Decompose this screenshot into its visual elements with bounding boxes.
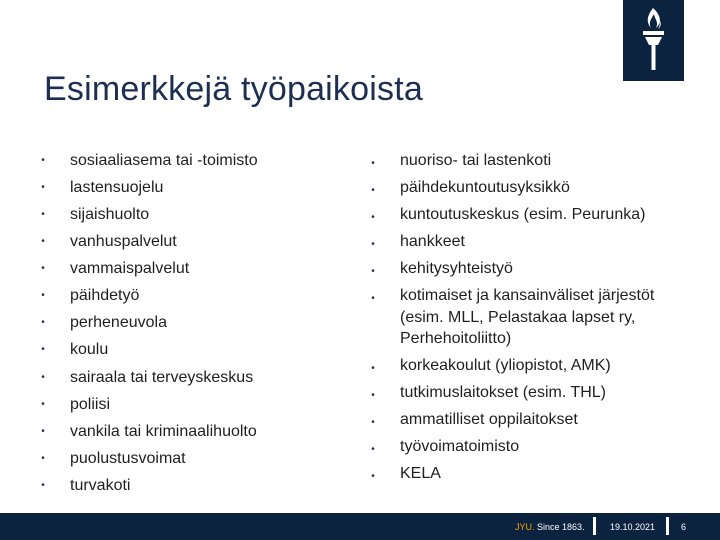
list-item: • puolustusvoimat [38,445,358,472]
footer-brand: JYU. [515,522,535,532]
list-item: • kehitysyhteistyö [368,255,688,282]
list-item: • poliisi [38,391,358,418]
bullet-icon: • [371,212,375,223]
list-item: • sairaala tai terveyskeskus [38,364,358,391]
bullet-icon: • [371,390,375,401]
list-item: • hankkeet [368,228,688,255]
list-item: • vankila tai kriminaalihuolto [38,418,358,445]
bullet-icon: • [41,317,45,328]
bullet-icon: • [41,263,45,274]
list-item: • päihdetyö [38,282,358,309]
list-item: • vammaispalvelut [38,255,358,282]
list-item: • vanhuspalvelut [38,228,358,255]
left-list [38,147,358,499]
list-item: • sosiaaliasema tai -toimisto [38,147,358,174]
list-item: • perheneuvola [38,309,358,336]
bullet-icon: • [41,182,45,193]
list-item: • sijaishuolto [38,201,358,228]
bullet-icon: • [41,236,45,247]
bullet-icon: • [371,417,375,428]
list-item: • KELA [368,460,688,487]
bullet-icon: • [41,290,45,301]
bullet-icon: • [41,480,45,491]
list-item: • kotimaiset ja kansainväliset järjestöt (esim. MLL, Pelastakaa lapset ry, Perhehoitoliitto) [368,282,688,352]
bullet-icon: • [371,444,375,455]
bullet-icon: • [41,453,45,464]
bullet-icon: • [371,363,375,374]
list-item: • lastensuojelu [38,174,358,201]
list-item: • korkeakoulut (yliopistot, AMK) [368,352,688,379]
university-logo [623,0,684,81]
page-number: 6 [681,522,687,532]
bullet-icon: • [371,185,375,196]
bullet-icon: • [41,426,45,437]
list-item: • tutkimuslaitokset (esim. THL) [368,379,688,406]
bullet-icon: • [41,399,45,410]
page-title: Esimerkkejä työpaikoista [44,70,423,108]
list-item: • koulu [38,336,358,363]
bullet-icon: • [371,158,375,169]
bullet-icon: • [371,471,375,482]
bullet-icon: • [41,372,45,383]
list-item: • työvoimatoimisto [368,433,688,460]
list-item: • päihdekuntoutusyksikkö [368,174,688,201]
list-item: • nuoriso- tai lastenkoti [368,147,688,174]
bullet-icon: • [41,344,45,355]
footer-since: Since 1863. [537,522,585,532]
right-list [368,147,688,487]
bullet-icon: • [371,266,375,277]
footer-date: 19.10.2021 [610,522,656,532]
footer-divider [666,517,669,535]
list-item: • kuntoutuskeskus (esim. Peurunka) [368,201,688,228]
bullet-icon: • [41,155,45,166]
list-item: • turvakoti [38,472,358,499]
bullet-icon: • [41,209,45,220]
bullet-icon: • [371,293,375,304]
footer-bar [0,513,720,540]
footer-divider [593,517,596,535]
bullet-icon: • [371,239,375,250]
list-item: • ammatilliset oppilaitokset [368,406,688,433]
torch-icon [623,0,684,81]
